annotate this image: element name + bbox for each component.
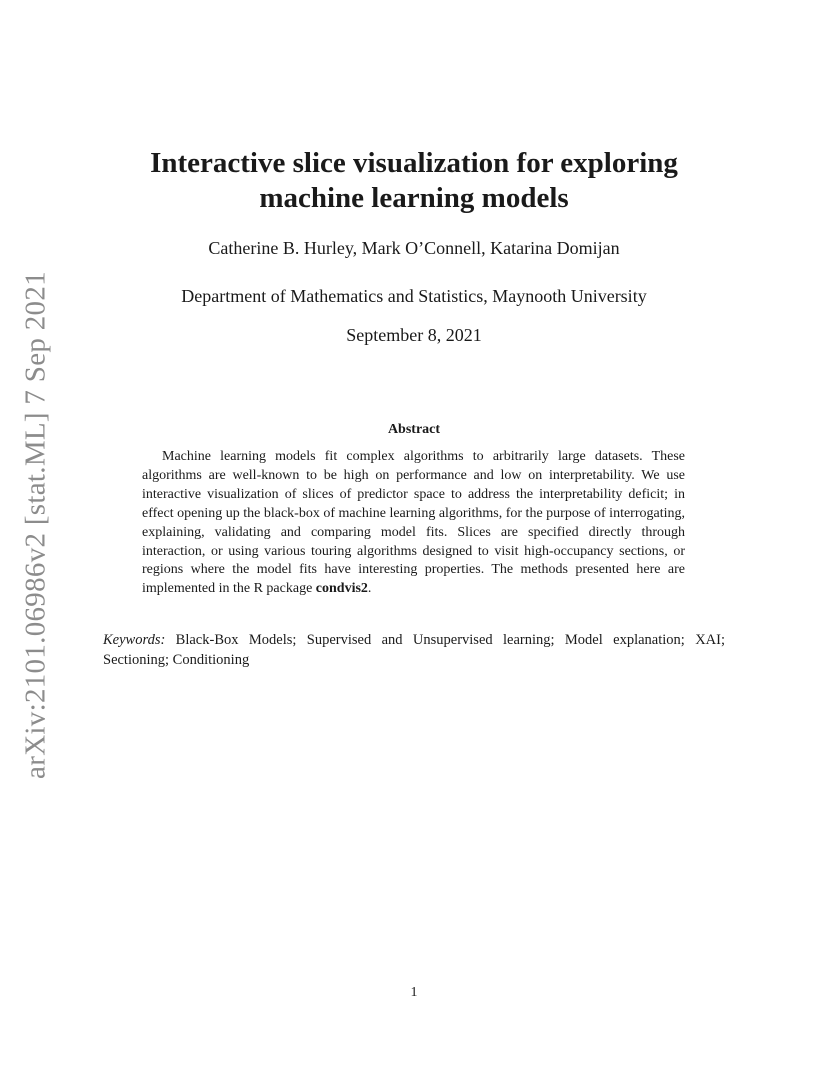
keywords-label: Keywords: [103,632,166,648]
keywords [103,631,725,670]
author-list: Catherine B. Hurley, Mark O’Connell, Katarina Domijan [208,238,620,258]
publication-date: September 8, 2021 [346,325,482,345]
title-line-2: machine learning models [259,182,569,214]
abstract-body [142,448,685,599]
page-number: 1 [410,985,418,1000]
abstract-text: Machine learning models fit complex algorithms to arbitrarily large datasets. These algorithms are well-known to be high on performance and low on interpretability. We use interactive visualization of slices of predictor space to address the interpretability deficit; in effect opening up the black-box of machine learning algorithms, for the purpose of interrogating, explaining, validating and comparing model fits. Slices are specified directly through interaction, or using various touring algorithms designed to visit high-occupancy sections, or regions where the model fits have interesting properties. The methods presented here are implemented in the R package [142,449,685,597]
arxiv-identifier-stamp: arXiv:2101.06986v2 [stat.ML] 7 Sep 2021 [19,271,52,779]
title-line-1: Interactive slice visualization for exploring [150,147,678,179]
abstract-heading: Abstract [387,422,441,437]
paper-title [0,146,828,216]
abstract-end-punct: . [367,581,372,597]
keywords-text: Black-Box Models; Supervised and Unsupervised learning; Model explanation; XAI; Sectioning; Conditioning [103,632,725,668]
author-affiliation: Department of Mathematics and Statistics, Maynooth University [181,286,647,306]
package-name: condvis2 [315,581,368,597]
